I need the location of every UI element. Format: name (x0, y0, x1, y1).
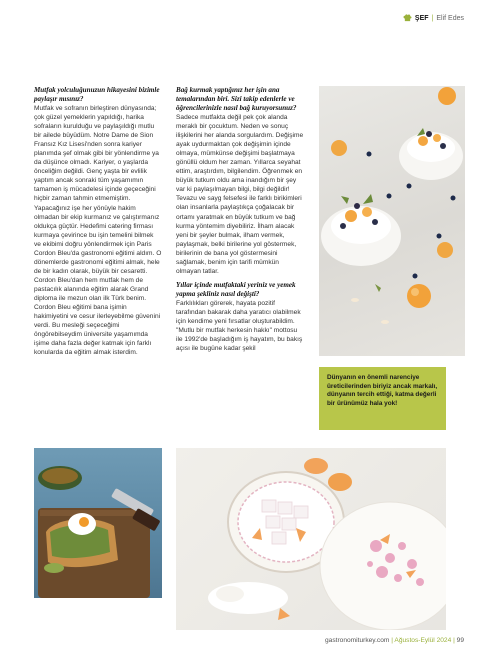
interview-question-1: Mutfak yolculuğunuzun hikayesini bizimle paylaşır mısınız? (34, 86, 160, 103)
header-separator: | (431, 14, 434, 22)
pavlova-photo (319, 86, 465, 356)
author-name: Elif Edes (436, 14, 464, 22)
interview-answer-3: Farklılıkları görerek, hayata pozitif tarafından bakarak daha yaratıcı olabilmek için kendime yeni fırsatlar oluşturabildim. "Mutlu bir mutfak herkesin hakkı" mottosu ile 1992'de başladığım iş hayatım, bu bakış açısı ile bugüne kadar şekil (176, 299, 303, 353)
interview-answer-1: Mutfak ve sofranın birleştiren dünyasında; çok güzel yemeklerin yapıldığı, harika sofraların kurulduğu ve paylaşıldığı mutlu bir ailede büyüdüm. Notre Dame de Sion Fransız Kız Lisesi'nden sonra kariyer planımda şef olmak gibi bir yönlendirme ya da düşünce olmadı. Kariyer, o yaşlarda önceliğim değildi. Genç yaşta bir evlilik yaptım ancak sonraki tüm yaşamımın tamamen iş mücadelesi içinde geçeceğini hiçbir zaman tahmin etmemiştim. Yapacağınız işe her yönüyle hakim olmadan bir ekip kurmanız ve çalıştırmanız oldukça güçtür. Hedefimi catering firması kurmaya çevirince bu işin temelini bilmek ve ekibimi doğru yönlendirmek için Paris Cordon Bleu'da gastronomi eğitimi aldım. O dönemlerde gastronomi eğitimi almak, hele de bir kadın olarak, büyük bir cesaretti. Cordon Bleu'dan hem mutfak hem de pastacılık alanında eğitim alarak Grand diploma ile mezun olan ilk Türk benim. Cordon Bleu eğitimi bana işimin hakimiyetini ve cesur ilerleyebilme güvenini verdi. Bu mesleği seçeceğimi öngörebilseydim üniversite yaşamımda işime daha fazla değer katmak için farklı konularda da eğitim almak isterdim. (34, 105, 162, 357)
turkish-delight-plate-photo (176, 448, 446, 630)
toast-photo (34, 448, 162, 598)
pavlova-illustration (319, 86, 465, 356)
promo-callout-text: Dünyanın en önemli narenciye üreticilerinden biriyiz ancak markalı, dünyanın tercih ettiği, katma değerli bir ürünümüz hala yok! (327, 374, 438, 407)
footer-website: gastronomiturkey.com (325, 637, 390, 644)
toast-illustration (34, 448, 162, 598)
section-label: ŞEF (414, 14, 429, 22)
footer-separator-2: | (453, 637, 455, 644)
page-footer (325, 637, 464, 644)
promo-callout-box (319, 367, 446, 430)
footer-separator-1: | (391, 637, 393, 644)
page-number: 99 (456, 637, 464, 644)
plate-illustration (176, 448, 446, 630)
interview-question-2: Bağ kurmak yaptığınız her işin ana temalarından biri. Sizi takip edenlerle ve öğrencilerinizle nasıl bağ kuruyorsunuz? (176, 86, 297, 112)
footer-issue-date: Ağustos-Eylül 2024 (394, 637, 452, 644)
chef-hat-icon (403, 14, 412, 22)
article-column-2 (176, 86, 304, 353)
article-column-1 (34, 86, 162, 357)
interview-answer-2: Sadece mutfakta değil pek çok alanda meraklı bir çocuktum. Neden ve sonuç ilişkilerini her alanda sorgulardım. Değişime ayak uydurmaktan çok değişimin içinde olmaya, mümkünse değişimi başlatmaya gönüllü oldum her zaman. Yıllarca seyahat ettim, araştırdım, bilgilendim. Öğrenmek en büyük tutkum oldu ama inandığım bir şey var ki paylaşılmayan bilgi, bilgi değildir! Tevazu ve sayg felsefesi ile farklı birikimleri olan insanlarla paylaştıkça çoğalacak bir ortamı yaratmak en büyük tutkum ve bağ kurma yöntemim diyebiliriz. İlham alacak yeni bir şeyler bulmak, ilham vermek, paylaşmak, belki birilerine yol göstermek, birilerinin de bana yol göstermesini sağlamak, benim için tarifi mümkün olmayan tatlar. (176, 114, 304, 275)
interview-question-3: Yıllar içinde mutfaktaki yeriniz ve yemek yapma şekliniz nasıl değişti? (176, 280, 296, 298)
page-header (403, 14, 464, 22)
